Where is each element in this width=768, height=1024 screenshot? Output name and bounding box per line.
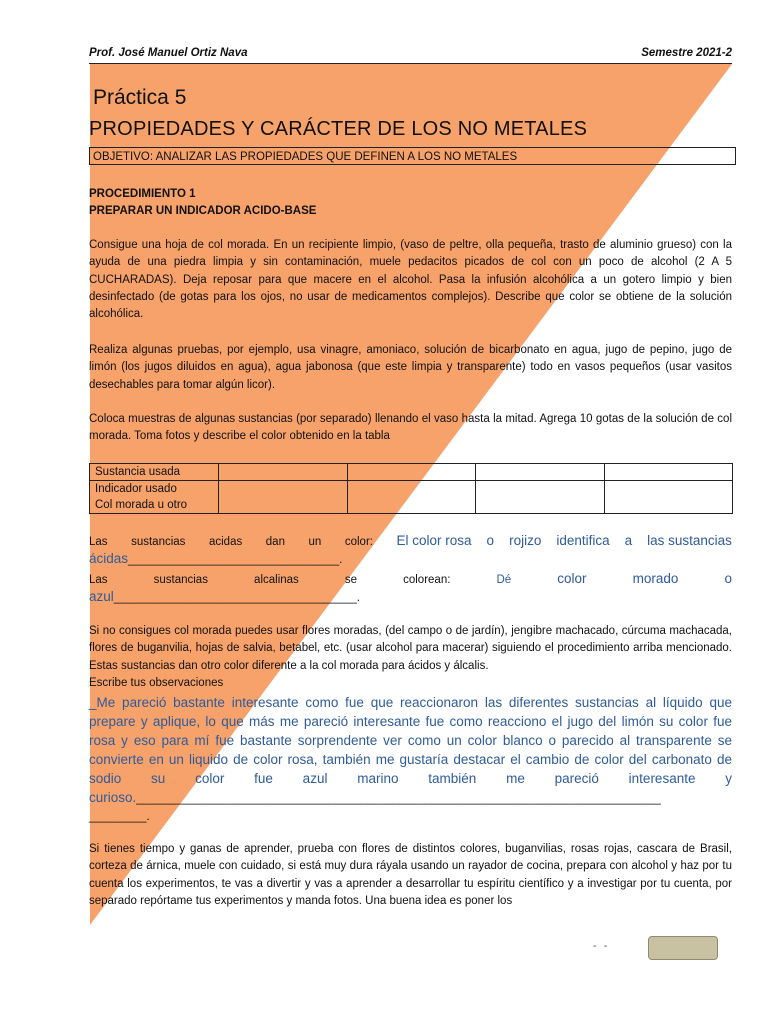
table-cell-indicator-label xyxy=(90,481,219,514)
practice-heading: PROPIEDADES Y CARÁCTER DE LOS NO METALES xyxy=(89,118,588,140)
alkalis-answer-1[interactable]: Dé xyxy=(496,574,512,586)
footer-button[interactable] xyxy=(648,936,718,960)
table-cell-substance-label: Sustancia usada xyxy=(90,464,219,481)
author-name: Prof. José Manuel Ortiz Nava xyxy=(89,47,248,59)
paragraph-instructions: Consigue una hoja de col morada. En un recipiente limpio, (vaso de peltre, olla pequeña, trasto de aluminio grueso) con la ayuda de una piedra limpia y sin contaminación, muele pedacitos picados de col con un poco de alcohol (2 A 5 CUCHARADAS). Deja reposar para que macere en el alcohol. Pasa la infusión alcohólica a un gotero limpio y bien desinfectado (de gotas para los ojos, no usar de medicamentos complejos). Describe que color se obtiene de la solución alcohólica. xyxy=(89,239,732,321)
semester-label: Semestre 2021-2 xyxy=(641,47,732,59)
footer-dashes: - - xyxy=(593,940,610,952)
objective-box: OBJETIVO: ANALIZAR LAS PROPIEDADES QUE DEFINEN A LOS NO METALES xyxy=(89,147,736,165)
table-cell[interactable] xyxy=(604,481,733,514)
paragraph-tests: Realiza algunas pruebas, por ejemplo, usa vinagre, amoniaco, solución de bicarbonato en agua, jugo de pepino, jugo de limón (los jugos diluidos en agua), agua jabonosa (que este limpia y transparente) todo en vasos pequeños (usar vasitos desechables para tomar algún licor). xyxy=(89,344,732,391)
table-cell[interactable] xyxy=(219,464,348,481)
table-cell[interactable] xyxy=(604,464,733,481)
alkalis-answer-4[interactable]: o xyxy=(724,571,732,586)
observations-label: Escribe tus observaciones xyxy=(89,676,224,689)
table-cell[interactable] xyxy=(347,464,476,481)
observations-answer[interactable]: _Me pareció bastante interesante como fue que reaccionaron las diferentes sustancias al líquido que prepare y aplique, lo que más me pareció interesante fue como reacciono el jugo del limón su color fue rosa y eso para mí fue bastante sorprendente ver como un color blanco o parecido al transparente se convierte en un liquido de color rosa, también me gustaría destacar el cambio de color del carbonato de sodio su color fue azul marino también me pareció interesante y curioso.__________________________________________________________________________________ _________. xyxy=(89,695,732,823)
table-row xyxy=(90,464,733,481)
alkalis-sentence: Las sustancias alcalinas se colorean: Dé color morado o xyxy=(89,571,732,586)
alkalis-blank: ______________________________________. xyxy=(113,592,360,604)
acids-sentence: Las sustancias acidas dan un color: El color rosa o rojizo identifica a las sustancias xyxy=(89,533,732,548)
alkalis-sentence-end xyxy=(89,589,732,604)
alkalis-answer-2[interactable]: color xyxy=(557,571,587,586)
alkalis-answer-5[interactable]: azul xyxy=(89,589,114,604)
table-cell[interactable] xyxy=(476,481,605,514)
acids-answer-end[interactable]: ácidas xyxy=(89,551,129,566)
paragraph-extra: Si tienes tiempo y ganas de aprender, prueba con flores de distintos colores, buganvilias, rosas rojas, cascara de Brasil, corteza de árnica, muele con cuidado, si está muy dura ráyala usando un rayador de cocina, prepara con alcohol y haz por tu cuenta los experimentos, te vas a divertir y vas a aprender a desarrollar tu espíritu científico y a investigar por tu cuenta, por separado repórtame tus experimentos y manda fotos. Una buena idea es poner los xyxy=(89,843,732,907)
paragraph-samples: Coloca muestras de algunas sustancias (por separado) llenando el vaso hasta la mitad. Agrega 10 gotas de la solución de col morada. Toma fotos y describe el color obtenido en la tabla xyxy=(89,413,732,443)
table-cell[interactable] xyxy=(476,464,605,481)
table-cell[interactable] xyxy=(219,481,348,514)
practice-title: Práctica 5 xyxy=(93,86,187,109)
procedure-number: PROCEDIMIENTO 1 xyxy=(89,188,196,200)
table-cell[interactable] xyxy=(347,481,476,514)
alkalis-answer-3[interactable]: morado xyxy=(632,571,679,586)
paragraph-alternatives: Si no consigues col morada puedes usar flores moradas, (del campo o de jardín), jengibre machacado, cúrcuma machacada, flores de buganvilia, hojas de salvia, betabel, etc. (usar alcohol para macerar) siguiendo el procedimiento arriba mencionado. Estas sustancias dan otro color diferente a la col morada para ácidos y álcalis. Escribe tus observaciones xyxy=(89,623,732,692)
acids-answer[interactable]: El color rosa o rojizo identifica a las sustancias xyxy=(396,533,732,548)
indicator-label: Indicador usado xyxy=(95,483,177,495)
procedure-name: PREPARAR UN INDICADOR ACIDO-BASE xyxy=(89,205,317,217)
procedure-title xyxy=(89,186,316,220)
header-divider xyxy=(89,63,732,64)
table-row xyxy=(90,481,733,514)
results-table xyxy=(89,463,733,514)
acids-blank: _________________________________. xyxy=(128,554,343,566)
indicator-label-sub: Col morada u otro xyxy=(95,499,188,511)
acids-sentence-end xyxy=(89,551,732,566)
